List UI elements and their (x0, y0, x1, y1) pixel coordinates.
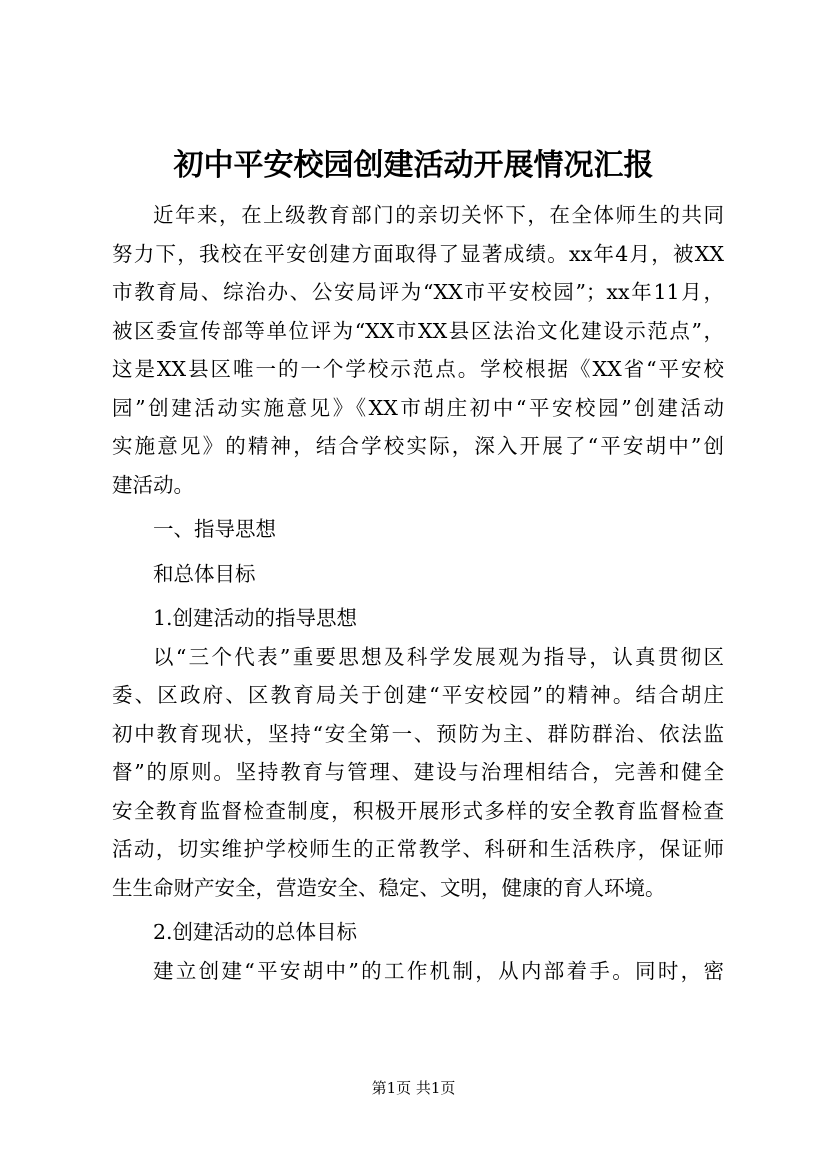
paragraph-line: 近年来，在上级教育部门的亲切关怀下，在全体师生的共同 (153, 203, 724, 227)
section-heading-continued: 和总体目标 (153, 561, 256, 586)
paragraph-line: 市教育局、综治办、公安局评为“XX市平安校园”；xx年11月， (112, 280, 724, 304)
paragraph-line: 以“三个代表”重要思想及科学发展观为指导，认真贯彻区 (153, 644, 724, 669)
paragraph-line: 安全教育监督检查制度，积极开展形式多样的安全教育监督检查 (112, 798, 724, 823)
paragraph-line: 努力下，我校在平安创建方面取得了显著成绩。xx年4月，被XX (112, 241, 724, 266)
paragraph-line: 建活动。 (112, 472, 194, 497)
paragraph-line: 活动，切实维护学校师生的正常教学、科研和生活秩序，保证师 (112, 837, 724, 861)
paragraph-line: 被区委宣传部等单位评为“XX市XX县区法治文化建设示范点”， (112, 318, 724, 343)
paragraph-line: 园”创建活动实施意见》《XX市胡庄初中“平安校园”创建活动 (112, 395, 724, 420)
subsection-heading: 1.创建活动的指导思想 (153, 606, 358, 630)
section-heading: 一、指导思想 (153, 517, 276, 541)
paragraph-line: 督”的原则。坚持教育与管理、建设与治理相结合，完善和健全 (112, 760, 724, 784)
paragraph-line: 建立创建“平安胡中”的工作机制，从内部着手。同时，密 (153, 958, 724, 983)
document-body (112, 196, 724, 990)
paragraph-line: 委、区政府、区教育局关于创建“平安校园”的精神。结合胡庄 (112, 683, 724, 707)
document-title: 初中平安校园创建活动开展情况汇报 (173, 148, 654, 183)
paragraph-line: 实施意见》的精神，结合学校实际，深入开展了“平安胡中”创 (112, 434, 724, 458)
paragraph-line: 生生命财产安全，营造安全、稳定、文明，健康的育人环境。 (112, 875, 666, 900)
subsection-heading: 2.创建活动的总体目标 (153, 920, 358, 944)
paragraph-line: 这是XX县区唯一的一个学校示范点。学校根据《XX省“平安校 (112, 357, 724, 381)
page-footer: 第1页 共1页 (371, 1079, 456, 1097)
paragraph-line: 初中教育现状，坚持“安全第一、预防为主、群防群治、依法监 (112, 721, 724, 746)
